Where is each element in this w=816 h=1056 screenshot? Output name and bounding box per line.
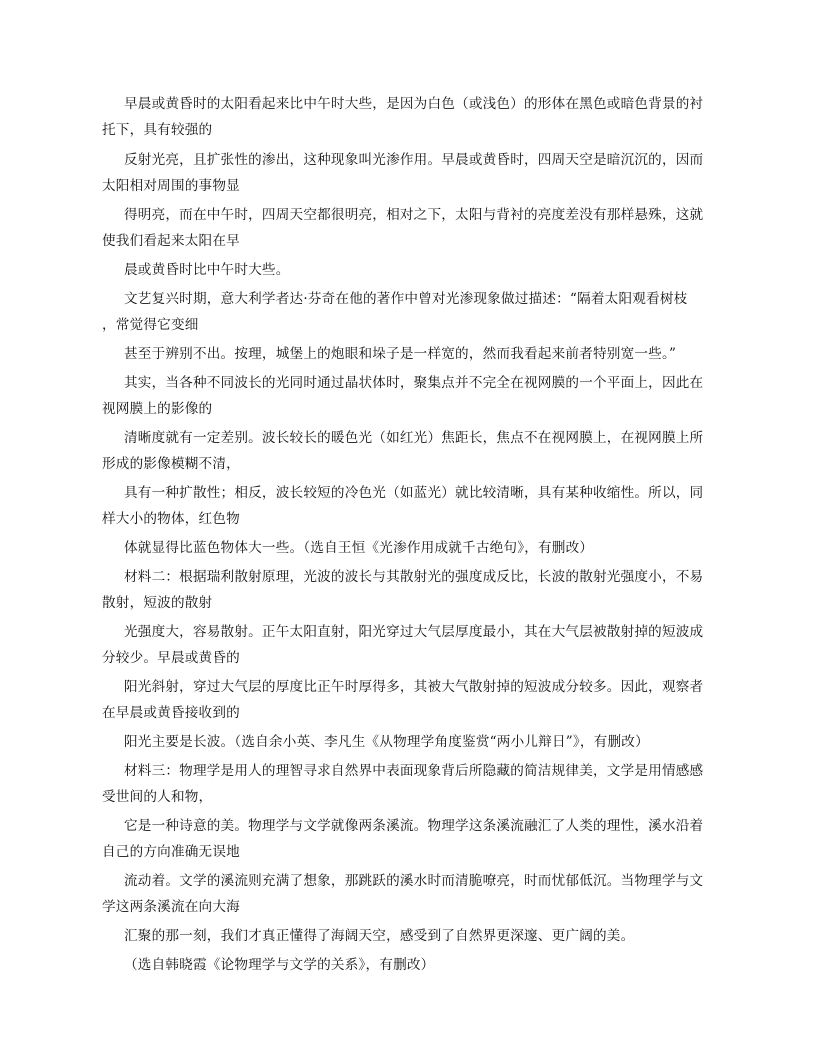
paragraph-line: ，常觉得它变细 <box>102 317 199 333</box>
paragraph-line: 清晰度就有一定差别。波长较长的暖色光（如红光）焦距长，焦点不在视网膜上，在视网膜上所 <box>124 430 704 446</box>
paragraph-line: 具有一种扩散性；相反，波长较短的冷色光（如蓝光）就比较清晰，具有某种收缩性。所以，同 <box>124 485 704 501</box>
paragraph-line: 分较少。早晨或黄昏的 <box>102 650 240 666</box>
paragraph-line: 使我们看起来太阳在早 <box>102 233 240 249</box>
paragraph-line: 托下，具有较强的 <box>102 122 213 138</box>
paragraph-line: 体就显得比蓝色物体大一些。（选自王恒《光渗作用成就千古绝句》，有删改） <box>124 540 594 556</box>
paragraph-line: 阳光斜射，穿过大气层的厚度比正午时厚得多，其被大气散射掉的短波成分较多。因此，观察者 <box>124 679 704 695</box>
paragraph-line: 它是一种诗意的美。物理学与文学就像两条溪流。物理学这条溪流融汇了人类的理性，溪水沿着 <box>124 818 704 834</box>
paragraph-line: 材料二：根据瑞利散射原理，光波的波长与其散射光的强度成反比，长波的散射光强度小，不易 <box>124 569 704 585</box>
paragraph-line: 样大小的物体，红色物 <box>102 511 240 527</box>
paragraph-line: 受世间的人和物， <box>102 789 213 805</box>
paragraph-line: 反射光亮，且扩张性的渗出，这种现象叫光渗作用。早晨或黄昏时，四周天空是暗沉沉的，因而 <box>124 152 704 168</box>
paragraph-line: 其实，当各种不同波长的光同时通过晶状体时，聚集点并不完全在视网膜的一个平面上，因此在 <box>124 375 704 391</box>
paragraph-line: 早晨或黄昏时的太阳看起来比中午时大些，是因为白色（或浅色）的形体在黑色或暗色背景的衬 <box>124 96 704 112</box>
paragraph-line: 散射，短波的散射 <box>102 595 213 611</box>
paragraph-line: 汇聚的那一刻，我们才真正懂得了海阔天空，感受到了自然界更深邃、更广阔的美。 <box>124 928 635 944</box>
paragraph-line: 在早晨或黄昏接收到的 <box>102 705 240 721</box>
paragraph-line: 自己的方向准确无误地 <box>102 844 240 860</box>
paragraph-line: 光强度大，容易散射。正午太阳直射，阳光穿过大气层厚度最小，其在大气层被散射掉的短波成 <box>124 624 704 640</box>
paragraph-line: 阳光主要是长波。（选自余小英、李凡生《从物理学角度鉴赏“两小儿辩日”》，有删改） <box>124 734 649 750</box>
paragraph-line: 得明亮，而在中午时，四周天空都很明亮，相对之下，太阳与背衬的亮度差没有那样悬殊，这就 <box>124 207 704 223</box>
paragraph-line: 学这两条溪流在向大海 <box>102 899 240 915</box>
paragraph-line: 甚至于辨别不出。按理，城堡上的炮眼和垛子是一样宽的，然而我看起来前者特别宽一些。” <box>124 346 677 362</box>
paragraph-line: 视网膜上的影像的 <box>102 401 213 417</box>
paragraph-line: 形成的影像模糊不清， <box>102 456 240 472</box>
paragraph-line: 文艺复兴时期，意大利学者达·芬奇在他的著作中曾对光渗现象做过描述：“隔着太阳观看树枝 <box>124 291 688 307</box>
paragraph-line: 太阳相对周围的事物显 <box>102 178 240 194</box>
paragraph-line: 材料三：物理学是用人的理智寻求自然界中表面现象背后所隐藏的简洁规律美，文学是用情感感 <box>124 763 704 779</box>
paragraph-line: 晨或黄昏时比中午时大些。 <box>124 262 290 278</box>
paragraph-line: 流动着。文学的溪流则充满了想象，那跳跃的溪水时而清脆嘹亮，时而忧郁低沉。当物理学与文 <box>124 873 704 889</box>
source-citation: （选自韩晓霞《论物理学与文学的关系》，有删改） <box>124 957 435 973</box>
